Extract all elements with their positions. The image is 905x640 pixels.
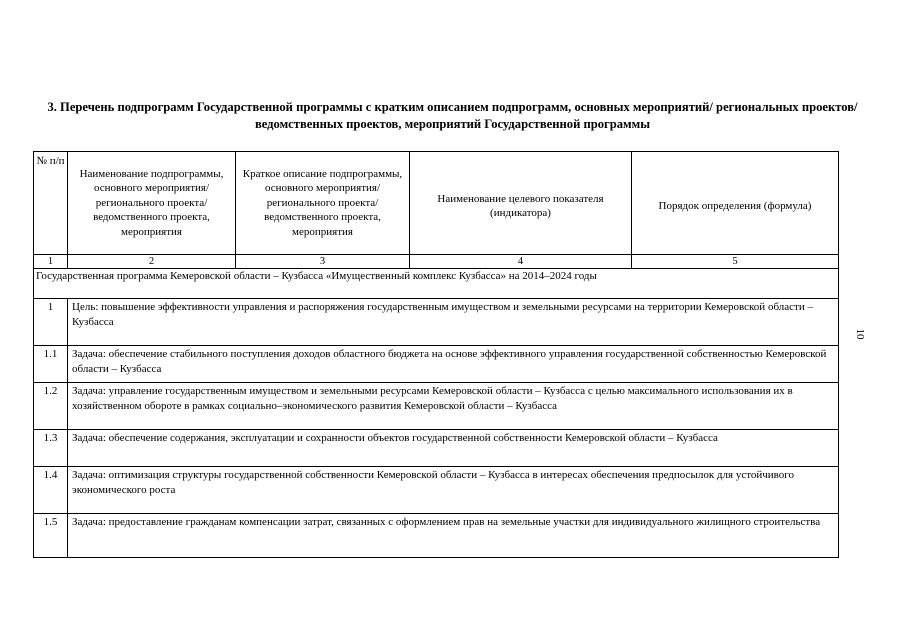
header-indicator: Наименование целевого показателя (индикатора) (410, 152, 632, 255)
row-number: 1.1 (34, 346, 68, 383)
header-description: Краткое описание подпрограммы, основного мероприятия/регионального проекта/ведомственного проекта, мероприятия (236, 152, 410, 255)
row-number: 1 (34, 299, 68, 346)
program-table (33, 151, 839, 558)
row-number: 1.2 (34, 383, 68, 430)
program-title-row (34, 269, 839, 299)
table-row (34, 514, 839, 558)
section-title: 3. Перечень подпрограмм Государственной программы с кратким описанием подпрограмм, основных мероприятий/ региональных проектов/ведомственных проектов, мероприятий Государственной программы (47, 100, 858, 131)
row-text: Задача: обеспечение содержания, эксплуатации и сохранности объектов государственной собственности Кемеровской области – Кузбасса (68, 430, 839, 467)
row-text: Цель: повышение эффективности управления и распоряжения государственным имуществом и земельными ресурсами на территории Кемеровской области – Кузбасса (68, 299, 839, 346)
column-index: 2 (68, 255, 236, 269)
column-index: 4 (410, 255, 632, 269)
column-index-row (34, 255, 839, 269)
header-number: № п/п (34, 152, 68, 255)
row-number: 1.4 (34, 467, 68, 514)
row-number: 1.3 (34, 430, 68, 467)
row-text: Задача: предоставление гражданам компенсации затрат, связанных с оформлением прав на земельные участки для индивидуального жилищного строительства (68, 514, 839, 558)
header-formula: Порядок определения (формула) (632, 152, 839, 255)
table-row (34, 299, 839, 346)
row-number: 1.5 (34, 514, 68, 558)
table-row (34, 383, 839, 430)
page-number: 10 (854, 328, 866, 340)
table-row (34, 467, 839, 514)
table-row (34, 430, 839, 467)
program-title: Государственная программа Кемеровской области – Кузбасса «Имущественный комплекс Кузбасса» на 2014–2024 годы (34, 269, 839, 299)
row-text: Задача: оптимизация структуры государственной собственности Кемеровской области – Кузбасса в интересах обеспечения предпосылок для устойчивого экономического роста (68, 467, 839, 514)
column-index: 3 (236, 255, 410, 269)
row-text: Задача: управление государственным имуществом и земельными ресурсами Кемеровской области – Кузбасса с целью максимального использования их в хозяйственном обороте в рамках социально–экономического развития Кемеровской области – Кузбасса (68, 383, 839, 430)
table-header-row (34, 152, 839, 255)
column-index: 5 (632, 255, 839, 269)
header-name: Наименование подпрограммы, основного мероприятия/регионального проекта/ведомственного проекта, мероприятия (68, 152, 236, 255)
table-row (34, 346, 839, 383)
row-text: Задача: обеспечение стабильного поступления доходов областного бюджета на основе эффективного управления государственной собственностью Кемеровской области – Кузбасса (68, 346, 839, 383)
column-index: 1 (34, 255, 68, 269)
